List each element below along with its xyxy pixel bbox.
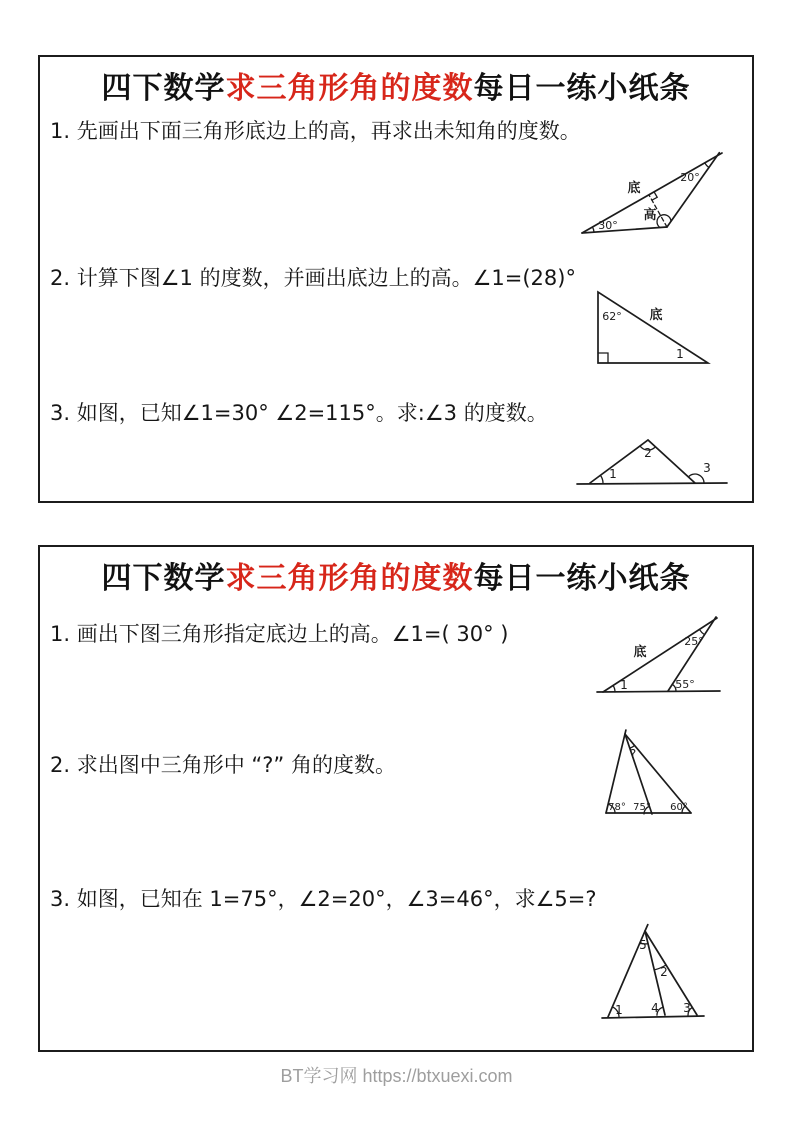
angle-1-label: 1 — [676, 347, 684, 361]
card-title — [40, 553, 752, 597]
angle-3-label: 3 — [703, 461, 711, 475]
angle-75-label: 75° — [633, 802, 651, 813]
angle-60-label: 60° — [670, 802, 688, 813]
base-label: 底 — [627, 181, 641, 196]
question-1-text: 1. 先画出下面三角形底边上的高，再求出未知角的度数。 — [50, 119, 581, 143]
angle-3-label: 3 — [683, 1001, 691, 1015]
angle-20-label: 20° — [680, 171, 700, 184]
angle-78-label: 78° — [608, 802, 626, 813]
angle-question-label: ? — [629, 747, 637, 761]
angle-2-label: 2 — [644, 446, 652, 460]
triangle-edge-left — [606, 730, 626, 813]
worksheet-card-1 — [38, 55, 754, 503]
angle-arc-top — [705, 163, 709, 168]
worksheet-card-2 — [38, 545, 754, 1052]
angle-1-label: 1 — [615, 1003, 623, 1017]
triangle-diagram-base-height — [595, 608, 725, 700]
triangle-five-angles-diagram — [588, 922, 713, 1022]
title-right: 每日一练小纸条 — [473, 561, 691, 596]
question-1-text: 1. 画出下图三角形指定底边上的高。∠1=( 30° ) — [50, 622, 509, 646]
triangle-edge-bottom — [582, 227, 667, 233]
watermark-footer: BT学习网 https://btxuexi.com — [280, 1066, 513, 1086]
triangle-outline — [590, 440, 695, 483]
angle-1-label: 1 — [620, 678, 628, 692]
title-right: 每日一练小纸条 — [473, 71, 691, 106]
question-2-text: 2. 计算下图∠1 的度数，并画出底边上的高。∠1=(28)° — [50, 266, 576, 290]
triangle-exterior-angle-diagram — [575, 428, 755, 493]
title-highlight: 求三角形角的度数 — [225, 71, 474, 106]
triangle-cevian-diagram — [600, 728, 705, 820]
triangle-outline — [598, 292, 708, 363]
angle-5-label: 5 — [639, 938, 647, 952]
triangle-edge-right — [667, 153, 719, 227]
title-highlight: 求三角形角的度数 — [225, 561, 474, 596]
title-left: 四下数学 — [101, 561, 226, 596]
question-3-text: 3. 如图，已知在 1=75°，∠2=20°，∠3=46°，求∠5=? — [50, 887, 597, 911]
question-2-text: 2. 求出图中三角形中 “?” 角的度数。 — [50, 753, 396, 777]
angle-1-label: 1 — [609, 467, 617, 481]
card-title — [40, 63, 752, 107]
angle-62-label: 62° — [602, 310, 622, 323]
height-label: 高 — [643, 208, 657, 223]
angle-55-label: 55° — [675, 678, 695, 691]
base-label: 底 — [633, 645, 647, 660]
angle-25-label: 25° — [684, 635, 704, 648]
right-triangle-diagram — [588, 288, 718, 373]
triangle-diagram-base-height — [578, 146, 753, 246]
angle-2-label: 2 — [660, 965, 668, 979]
angle-arc-1 — [600, 475, 603, 483]
angle-4-label: 4 — [651, 1001, 659, 1015]
angle-30-label: 30° — [598, 219, 618, 232]
right-angle-mark — [598, 353, 608, 363]
base-label: 底 — [649, 308, 663, 323]
title-left: 四下数学 — [101, 71, 226, 106]
angle-arc-25 — [700, 630, 705, 635]
question-3-text: 3. 如图，已知∠1=30° ∠2=115°。求:∠3 的度数。 — [50, 401, 548, 425]
